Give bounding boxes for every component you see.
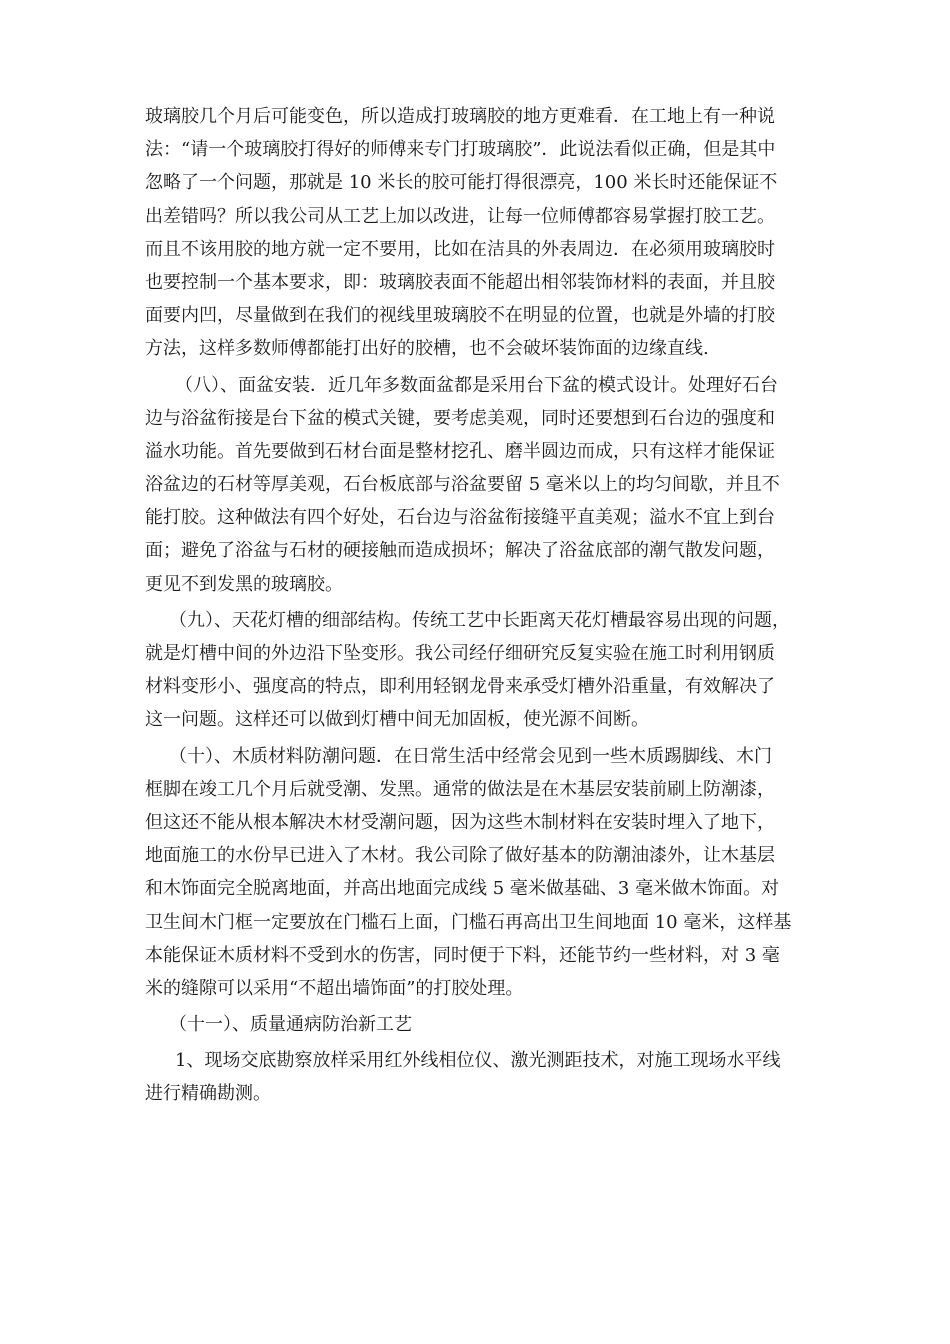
text-line: 框脚在竣工几个月后就受潮、发黑。通常的做法是在木基层安装前刷上防潮漆， (145, 778, 775, 800)
text-line: 出差错吗？所以我公司从工艺上加以改进，让每一位师傅都容易掌握打胶工艺。 (145, 205, 775, 227)
paragraph (145, 100, 815, 366)
text-line: 浴盆边的石材等厚美观，石台板底部与浴盆要留 5 毫米以上的均匀间歇，并且不 (145, 474, 780, 496)
body-text (145, 100, 815, 1111)
paragraph (145, 740, 815, 1006)
paragraph (145, 604, 815, 737)
text-line: 边与浴盆衔接是台下盆的模式关键，要考虑美观，同时还要想到石台边的强度和 (145, 407, 775, 429)
text-line: 本能保证木质材料不受到水的伤害，同时便于下料，还能节约一些材料，对 3 毫 (145, 944, 780, 966)
text-line: 和木饰面完全脱离地面，并高出地面完成线 5 毫米做基础、3 毫米做木饰面。对 (145, 878, 780, 900)
text-line: 而且不该用胶的地方就一定不要用，比如在洁具的外表周边．在必须用玻璃胶时 (145, 238, 775, 260)
text-line: 能打胶。这种做法有四个好处，石台边与浴盆衔接缝平直美观；溢水不宜上到台 (145, 507, 775, 529)
text-line: 1、现场交底勘察放样采用红外线相位仪、激光测距技术，对施工现场水平线 (175, 1050, 781, 1072)
text-line: 材料变形小、强度高的特点，即利用轻钢龙骨来承受灯槽外沿重量，有效解决了 (145, 676, 775, 698)
text-line: 忽略了一个问题，那就是 10 米长的胶可能打得很漂亮，100 米长时还能保证不 (145, 172, 778, 194)
text-line: 地面施工的水份早已进入了木材。我公司除了做好基本的防潮油漆外，让木基层 (145, 845, 775, 867)
text-line: （九）、天花灯槽的细部结构。传统工艺中长距离天花灯槽最容易出现的问题， (169, 609, 790, 631)
text-line: （十）、木质材料防潮问题．在日常生活中经常会见到一些木质踢脚线、木门 (169, 745, 772, 767)
text-line: 溢水功能。首先要做到石材台面是整材挖孔、磨半圆边而成，只有这样才能保证 (145, 440, 775, 462)
text-line: 进行精确勘测。 (145, 1083, 271, 1105)
text-line: 也要控制一个基本要求，即：玻璃胶表面不能超出相邻装饰材料的表面，并且胶 (145, 271, 775, 293)
text-line: 更见不到发黑的玻璃胶。 (145, 573, 343, 595)
text-line: 但这还不能从根本解决木材受潮问题，因为这些木制材料在安装时埋入了地下， (145, 811, 775, 833)
text-line: 这一问题。这样还可以做到灯槽中间无加固板，使光源不间断。 (145, 709, 649, 731)
paragraph (145, 1044, 815, 1110)
text-line: （八）、面盆安装．近几年多数面盆都是采用台下盆的模式设计。处理好石台 (175, 374, 778, 396)
paragraph (145, 369, 815, 601)
text-line: 玻璃胶几个月后可能变色，所以造成打玻璃胶的地方更难看．在工地上有一种说 (145, 106, 775, 127)
text-line: 米的缝隙可以采用“不超出墙饰面”的打胶处理。 (145, 977, 524, 999)
text-line: 卫生间木门框一定要放在门槛石上面，门槛石再高出卫生间地面 10 毫米，这样基 (145, 911, 792, 933)
text-line: 面要内凹，尽量做到在我们的视线里玻璃胶不在明显的位置，也就是外墙的打胶 (145, 305, 775, 327)
text-line: 就是灯槽中间的外边沿下坠变形。我公司经仔细研究反复实验在施工时利用钢质 (145, 643, 775, 664)
text-line: 方法，这样多数师傅都能打出好的胶槽，也不会破坏装饰面的边缘直线. (145, 338, 709, 360)
text-line: 法：“请一个玻璃胶打得好的师傅来专门打玻璃胶”．此说法看似正确，但是其中 (145, 139, 776, 161)
paragraph (145, 1008, 815, 1041)
text-line: （十一）、质量通病防治新工艺 (169, 1014, 412, 1036)
text-line: 面；避免了浴盆与石材的硬接触而造成损坏；解决了浴盆底部的潮气散发问题， (145, 540, 775, 562)
